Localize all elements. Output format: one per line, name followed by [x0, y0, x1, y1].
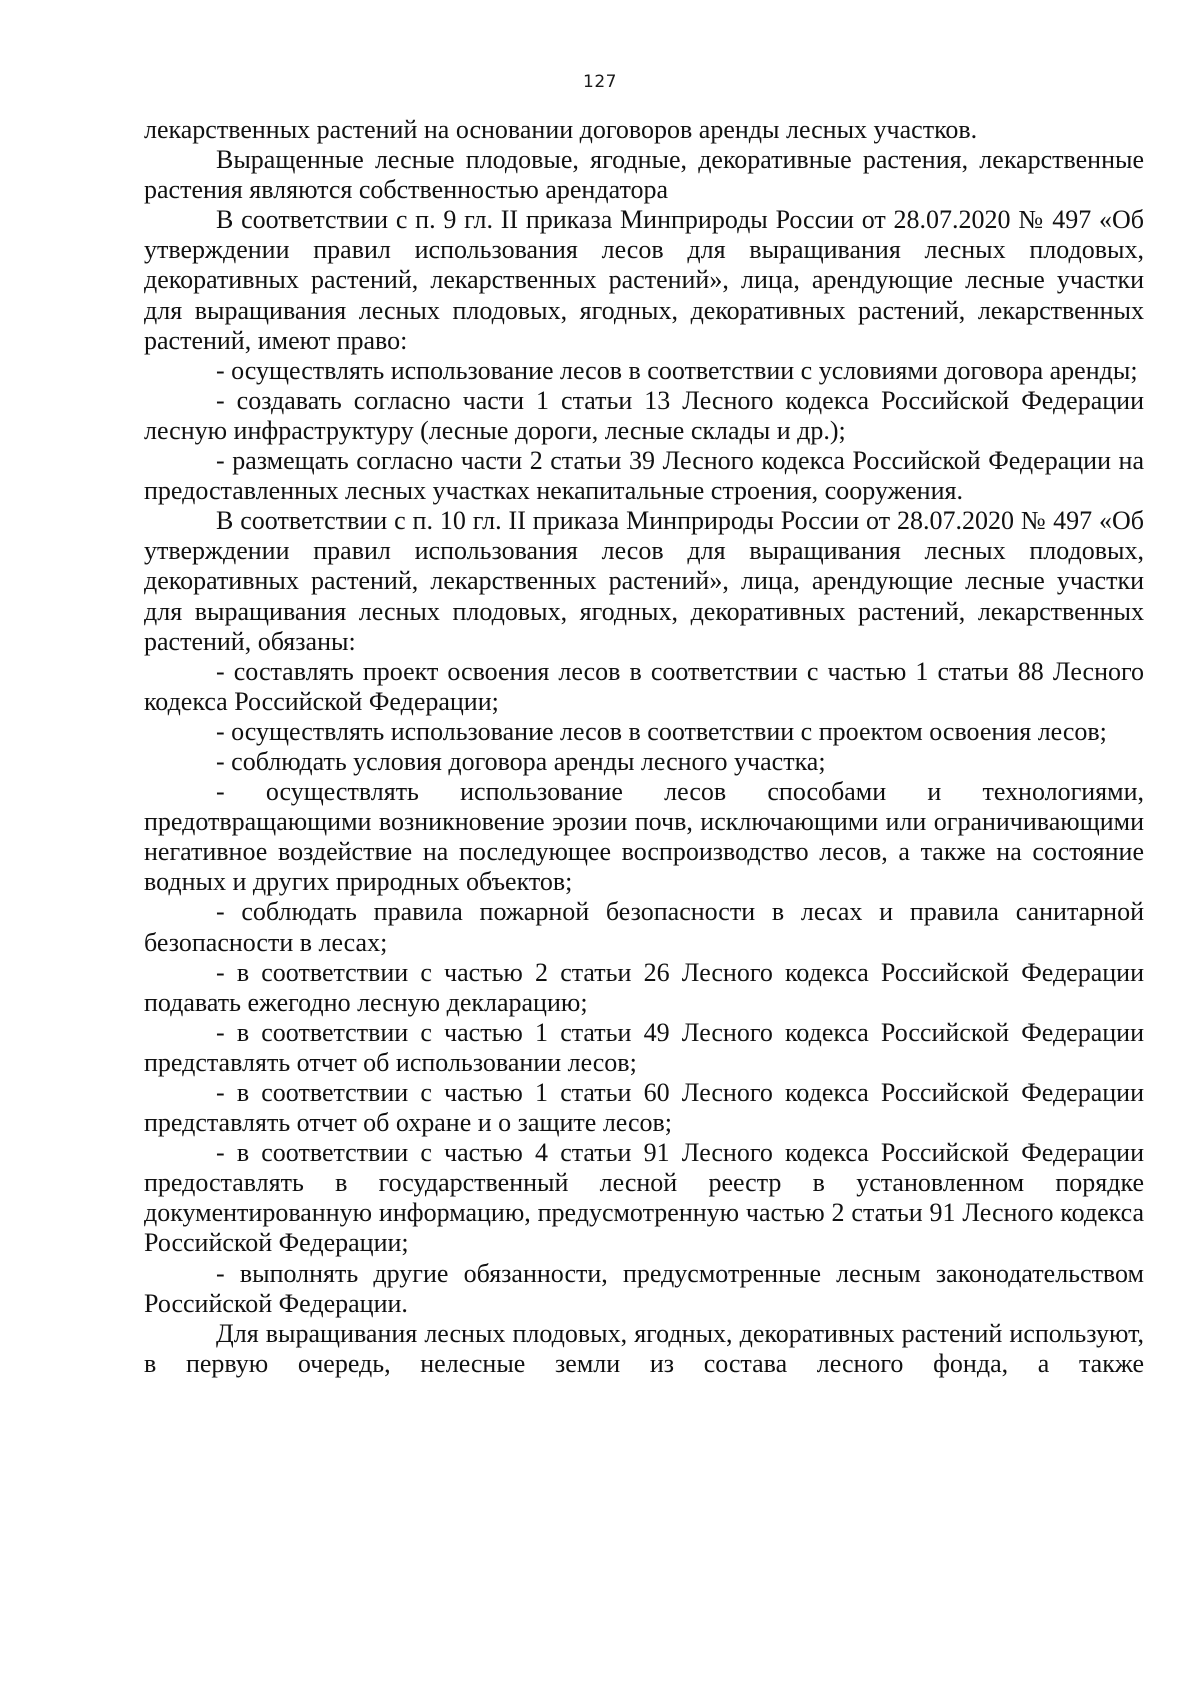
paragraph-ownership: Выращенные лесные плодовые, ягодные, декоративные растения, лекарственные растения являются собственностью арендатора	[144, 145, 1144, 205]
list-item-right-use-forests: - осуществлять использование лесов в соответствии с условиями договора аренды;	[216, 355, 1138, 385]
list-item-right-structures: - размещать согласно части 2 статьи 39 Лесного кодекса Российской Федерации на предоставленных лесных участках некапитальные строения, сооружения.	[144, 446, 1144, 506]
paragraph-obligations-intro: В соответствии с п. 10 гл. II приказа Минприроды России от 28.07.2020 № 497 «Об утверждении правил использования лесов для выращивания лесных плодовых, декоративных растений, лекарственных растений», лица, арендующие лесные участки для выращивания лесных плодовых, ягодных, декоративных растений, лекарственных растений, обязаны:	[144, 506, 1144, 656]
list-item-obligation-usage-report: - в соответствии с частью 1 статьи 49 Лесного кодекса Российской Федерации представлять отчет об использовании лесов;	[144, 1017, 1144, 1077]
list-item-right-infrastructure: - создавать согласно части 1 статьи 13 Лесного кодекса Российской Федерации лесную инфраструктуру (лесные дороги, лесные склады и др.);	[144, 385, 1144, 445]
document-body	[144, 115, 1144, 1379]
list-item-obligation-contract-terms: - соблюдать условия договора аренды лесного участка;	[216, 746, 826, 776]
paragraph-continuation: лекарственных растений на основании договоров аренды лесных участков.	[144, 115, 978, 144]
list-item-obligation-other: - выполнять другие обязанности, предусмотренные лесным законодательством Российской Федерации.	[144, 1258, 1144, 1318]
list-item-obligation-use-per-project: - осуществлять использование лесов в соответствии с проектом освоения лесов;	[216, 716, 1107, 746]
list-item-obligation-protection-report: - в соответствии с частью 1 статьи 60 Лесного кодекса Российской Федерации представлять отчет об охране и о защите лесов;	[144, 1078, 1144, 1138]
page-number: 127	[583, 72, 617, 92]
list-item-obligation-fire-safety: - соблюдать правила пожарной безопасности в лесах и правила санитарной безопасности в лесах;	[144, 897, 1144, 957]
paragraph-land-use: Для выращивания лесных плодовых, ягодных, декоративных растений используют, в первую очередь, нелесные земли из состава лесного фонда, а также	[144, 1318, 1144, 1378]
list-item-obligation-project: - составлять проект освоения лесов в соответствии с частью 1 статьи 88 Лесного кодекса Российской Федерации;	[144, 656, 1144, 716]
list-item-obligation-declaration: - в соответствии с частью 2 статьи 26 Лесного кодекса Российской Федерации подавать ежегодно лесную декларацию;	[144, 957, 1144, 1017]
list-item-obligation-registry: - в соответствии с частью 4 статьи 91 Лесного кодекса Российской Федерации предоставлять в государственный лесной реестр в установленном порядке документированную информацию, предусмотренную частью 2 статьи 91 Лесного кодекса Российской Федерации;	[144, 1138, 1144, 1258]
paragraph-rights-intro: В соответствии с п. 9 гл. II приказа Минприроды России от 28.07.2020 № 497 «Об утверждении правил использования лесов для выращивания лесных плодовых, декоративных растений, лекарственных растений», лица, арендующие лесные участки для выращивания лесных плодовых, ягодных, декоративных растений, лекарственных растений, имеют право:	[144, 205, 1144, 355]
list-item-obligation-erosion: - осуществлять использование лесов способами и технологиями, предотвращающими возникновение эрозии почв, исключающими или ограничивающими негативное воздействие на последующее воспроизводство лесов, а также на состояние водных и других природных объектов;	[144, 777, 1144, 897]
